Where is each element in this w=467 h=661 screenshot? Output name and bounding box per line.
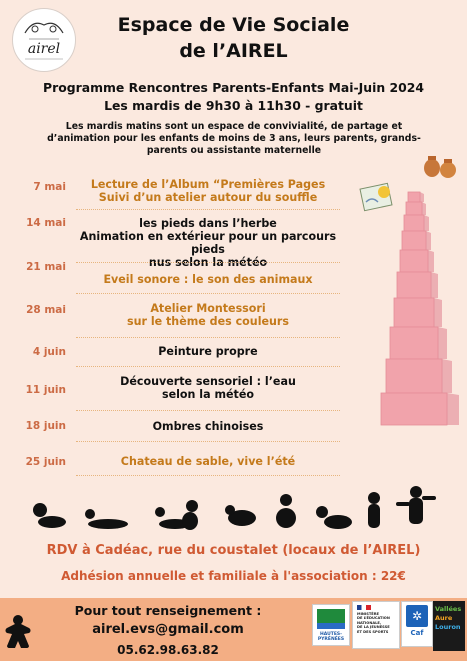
event-line: Suivi d’un atelier autour du souffle (98, 191, 318, 204)
program-line: Programme Rencontres Parents-Enfants Mai-Juin 2024 (43, 80, 424, 95)
logo-text: airel (27, 41, 61, 57)
vallees-logo (433, 601, 465, 651)
contact-email[interactable]: airel.evs@gmail.com (92, 622, 244, 637)
meeple-icon (5, 614, 31, 648)
divider (76, 209, 340, 210)
event-line: nus selon la météo (148, 256, 268, 269)
rdv-address: RDV à Cadéac, rue du coustalet (locaux de l’AIREL) (46, 543, 421, 558)
ministere-line: NATIONALE, (357, 620, 382, 625)
vallees-line: Louron (435, 623, 461, 631)
event-line: Découverte sensoriel : l’eau (120, 375, 296, 388)
vallees-line: Vallées (435, 605, 462, 613)
membership-fee: Adhésion annuelle et familiale à l'association : 22€ (61, 569, 406, 583)
asterisk-icon: ✲ (406, 605, 428, 627)
caf-label: Caf (410, 629, 424, 637)
hautes-pyrenees-label: HAUTES-PYRÉNÉES (317, 632, 345, 642)
event-date: 21 mai (26, 261, 66, 273)
ministere-logo (352, 601, 400, 649)
event-line: Peinture propre (158, 345, 258, 358)
event-date: 14 mai (26, 217, 66, 229)
event-line: Ombres chinoises (152, 420, 264, 433)
divider (76, 293, 340, 294)
event-line: Lecture de l’Album “Premières Pages (90, 178, 326, 191)
pink-tower-icon (375, 190, 465, 428)
page-title-line1: Espace de Vie Sociale (117, 14, 350, 36)
event-date: 7 mai (33, 181, 66, 193)
event-date: 18 juin (25, 420, 66, 432)
baby-silhouette-icon (30, 484, 442, 534)
event-line: sur le thème des couleurs (126, 315, 290, 328)
event-activity (76, 273, 340, 286)
contact-title: Pour tout renseignement : (74, 603, 262, 618)
contact-phone[interactable]: 05.62.98.63.82 (117, 643, 219, 657)
divider (76, 441, 340, 442)
intro-text (46, 121, 422, 157)
vallees-line: Aure (435, 614, 453, 622)
hautes-pyrenees-logo (312, 604, 350, 646)
event-activity (76, 455, 340, 468)
event-line: selon la météo (162, 388, 254, 401)
event-line: les pieds dans l’herbe (139, 217, 277, 230)
caf-logo (401, 601, 433, 647)
divider (76, 262, 340, 263)
event-activity (76, 345, 340, 358)
event-date: 4 juin (32, 346, 66, 358)
intro-line: d’animation pour les enfants de moins de 3 ans, leurs parents, grands- (47, 133, 421, 144)
ministere-line: DE L’ÉDUCATION (357, 616, 390, 621)
ministere-line: ET DES SPORTS (357, 629, 389, 634)
event-activity (76, 420, 340, 433)
event-line: Atelier Montessori (150, 302, 266, 315)
event-date: 11 juin (25, 384, 66, 396)
pottery-icon (422, 150, 458, 180)
page-title-line2: de l’AIREL (179, 40, 288, 62)
divider (76, 337, 340, 338)
schedule-line: Les mardis de 9h30 à 11h30 - gratuit (104, 98, 363, 113)
divider (76, 410, 340, 411)
event-activity (76, 302, 340, 328)
event-line: Eveil sonore : le son des animaux (103, 273, 313, 286)
event-date: 28 mai (26, 304, 66, 316)
event-line: Animation en extérieur pour un parcours pieds (79, 230, 337, 256)
divider (76, 366, 340, 367)
ministere-line: DE LA JEUNESSE (357, 625, 390, 630)
event-date: 25 juin (25, 456, 66, 468)
intro-line: Les mardis matins sont un espace de convivialité, de partage et (65, 121, 403, 132)
event-activity (76, 178, 340, 204)
event-line: Chateau de sable, vive l’été (120, 455, 296, 468)
ministere-line: MINISTÈRE (357, 612, 379, 616)
divider (76, 475, 340, 476)
intro-line: parents ou assistante maternelle (146, 145, 322, 156)
event-activity (76, 375, 340, 401)
